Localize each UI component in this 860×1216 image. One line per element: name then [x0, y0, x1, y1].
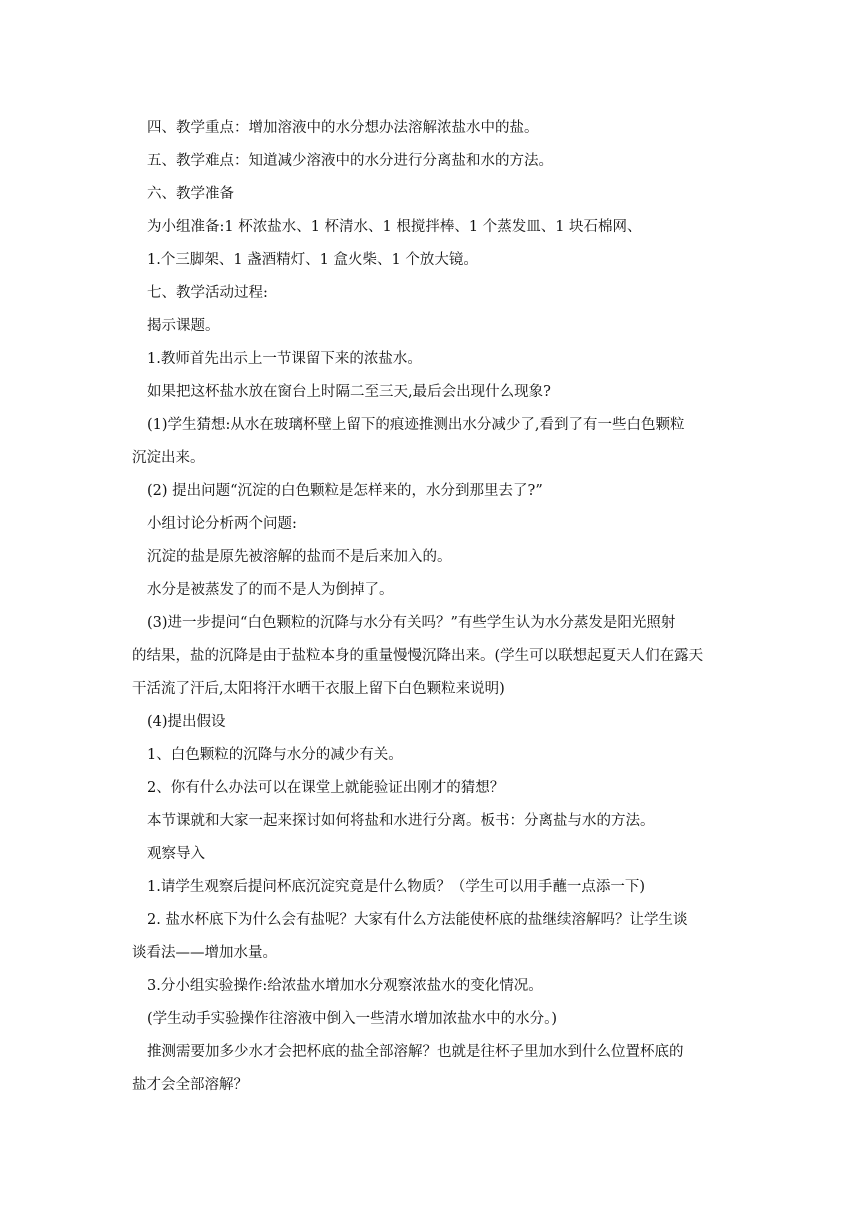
text-line: (2) 提出问题“沉淀的白色颗粒是怎样来的，水分到那里去了?”	[147, 483, 543, 499]
text-line: 水分是被蒸发了的而不是人为倒掉了。	[147, 582, 394, 598]
text-line: (学生动手实验操作往溶液中倒入一些清水增加浓盐水中的水分。)	[147, 1011, 558, 1027]
text-line: 本节课就和大家一起来探讨如何将盐和水进行分离。板书：分离盐与水的方法。	[147, 813, 655, 829]
text-line: 观察导入	[147, 846, 205, 862]
text-line: 为小组准备:1 杯浓盐水、1 杯清水、1 根搅拌棒、1 个蒸发皿、1 块石棉网、	[147, 219, 642, 235]
text-line: 揭示课题。	[147, 318, 220, 334]
text-line: 七、教学活动过程:	[147, 285, 268, 301]
text-line: 六、教学准备	[147, 186, 234, 202]
text-line: 如果把这杯盐水放在窗台上时隔二至三天,最后会出现什么现象?	[147, 384, 551, 400]
text-line: 五、教学难点：知道减少溶液中的水分进行分离盐和水的方法。	[147, 153, 553, 169]
text-line: 沉淀出来。	[132, 450, 205, 466]
text-line: 2、你有什么办法可以在课堂上就能验证出刚才的猜想？	[147, 780, 505, 796]
text-line: 的结果，盐的沉降是由于盐粒本身的重量慢慢沉降出来。(学生可以联想起夏天人们在露天	[132, 648, 704, 664]
text-line: 1.教师首先出示上一节课留下来的浓盐水。	[147, 351, 422, 367]
text-line: (1)学生猜想:从水在玻璃杯壁上留下的痕迹推测出水分减少了,看到了有一些白色颗粒	[147, 417, 685, 433]
text-line: 四、教学重点：增加溶液中的水分想办法溶解浓盐水中的盐。	[147, 120, 539, 136]
text-line: 小组讨论分析两个问题:	[147, 516, 297, 532]
text-line: 1、白色颗粒的沉降与水分的减少有关。	[147, 747, 403, 763]
text-line: 3.分小组实验操作:给浓盐水增加水分观察浓盐水的变化情况。	[147, 978, 543, 994]
text-line: 沉淀的盐是原先被溶解的盐而不是后来加入的。	[147, 549, 452, 565]
text-line: 推测需要加多少水才会把杯底的盐全部溶解？也就是往杯子里加水到什么位置杯底的	[147, 1044, 684, 1060]
text-line: 1.请学生观察后提问杯底沉淀究竟是什么物质？（学生可以用手蘸一点添一下)	[147, 879, 645, 895]
text-line: (4)提出假设	[147, 714, 226, 730]
document-body	[132, 112, 732, 1102]
text-line: 谈看法——增加水量。	[132, 945, 277, 961]
text-line: 1.个三脚架、1 盏酒精灯、1 盒火柴、1 个放大镜。	[147, 252, 478, 268]
text-line: 2. 盐水杯底下为什么会有盐呢？大家有什么方法能使杯底的盐继续溶解吗？让学生谈	[147, 912, 688, 928]
text-line: 干活流了汗后,太阳将汗水晒干衣服上留下白色颗粒来说明)	[132, 681, 505, 697]
text-line: 盐才会全部溶解？	[132, 1077, 248, 1093]
text-line: (3)进一步提问“白色颗粒的沉降与水分有关吗？”有些学生认为水分蒸发是阳光照射	[147, 615, 676, 631]
